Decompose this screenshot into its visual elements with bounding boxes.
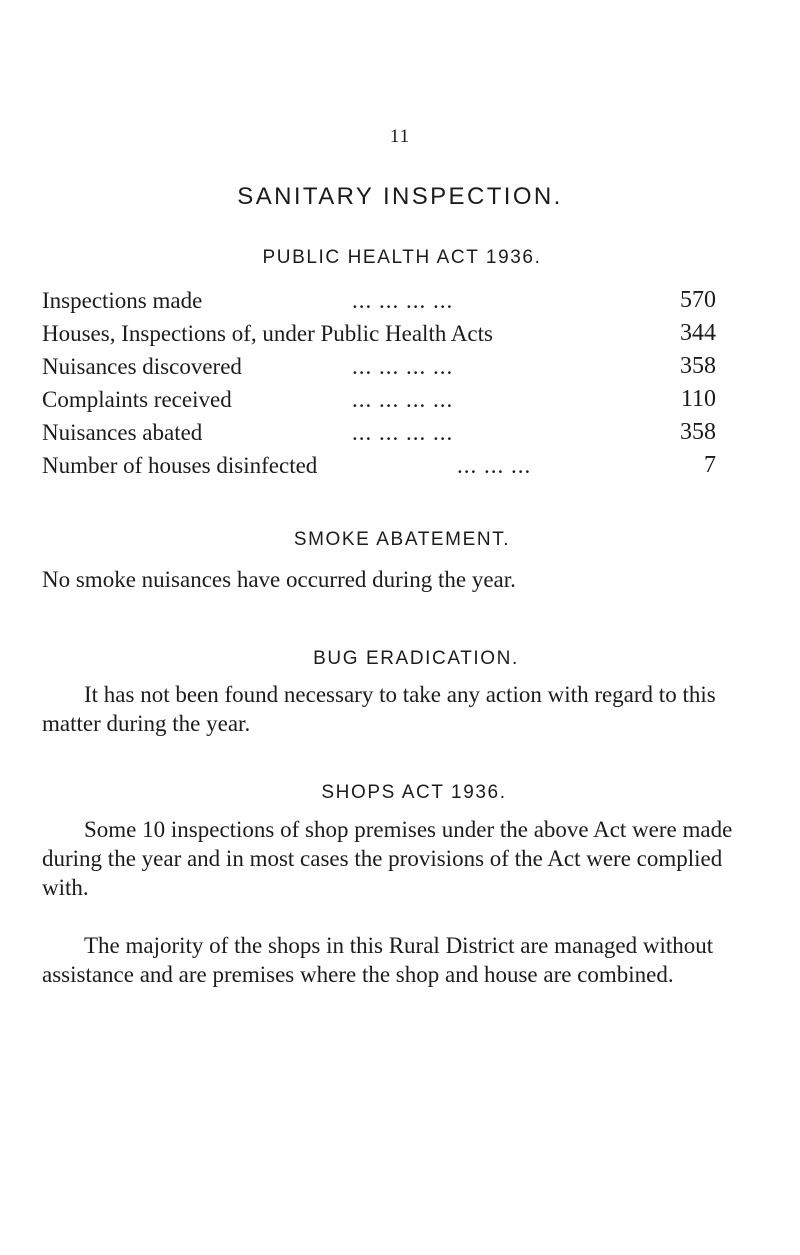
stat-label: Nuisances discovered	[42, 354, 242, 379]
stat-value: 358	[680, 353, 716, 379]
page-title: SANITARY INSPECTION.	[237, 183, 563, 210]
leader-dots: ... ... ... ...	[352, 354, 454, 379]
public-health-act-heading: PUBLIC HEALTH ACT 1936.	[262, 247, 542, 268]
bug-eradication-text: It has not been found necessary to take any action with regard to this matter during the year.	[42, 682, 716, 736]
stat-row	[42, 284, 716, 317]
stat-value: 358	[680, 419, 716, 445]
smoke-abatement-text: No smoke nuisances have occurred during the year.	[42, 567, 516, 592]
stat-value: 110	[680, 386, 716, 412]
stat-row	[42, 449, 716, 482]
inspection-stats-list	[42, 284, 716, 482]
smoke-abatement-heading: SMOKE ABATEMENT.	[293, 529, 511, 550]
stat-label: Number of houses disinfected	[42, 453, 318, 478]
leader-dots: ... ... ... ...	[352, 387, 454, 412]
stat-value: 570	[680, 287, 716, 313]
stat-row	[42, 350, 716, 383]
stat-label: Complaints received	[42, 387, 232, 412]
shops-act-paragraph-2: The majority of the shops in this Rural District are managed without assistance and are premises where the shop and house are combined.	[42, 933, 714, 987]
stat-label: Nuisances abated	[42, 420, 203, 445]
bug-eradication-heading: BUG ERADICATION.	[313, 648, 519, 669]
leader-dots: ... ... ... ...	[352, 288, 454, 313]
stat-row	[42, 317, 716, 350]
stat-label: Inspections made	[42, 288, 203, 313]
page-number: 11	[389, 126, 411, 147]
stat-value: 7	[704, 452, 716, 478]
stat-label: Houses, Inspections of, under Public Health Acts	[42, 321, 493, 346]
stat-row	[42, 416, 716, 449]
shops-act-heading: SHOPS ACT 1936.	[321, 782, 507, 803]
leader-dots: ... ... ...	[457, 453, 532, 478]
stat-row	[42, 383, 716, 416]
stat-value: 344	[680, 320, 716, 346]
leader-dots: ... ... ... ...	[352, 420, 454, 445]
shops-act-paragraph-1: Some 10 inspections of shop premises under the above Act were made during the year and in most cases the provisions of the Act were complied with.	[42, 817, 733, 900]
